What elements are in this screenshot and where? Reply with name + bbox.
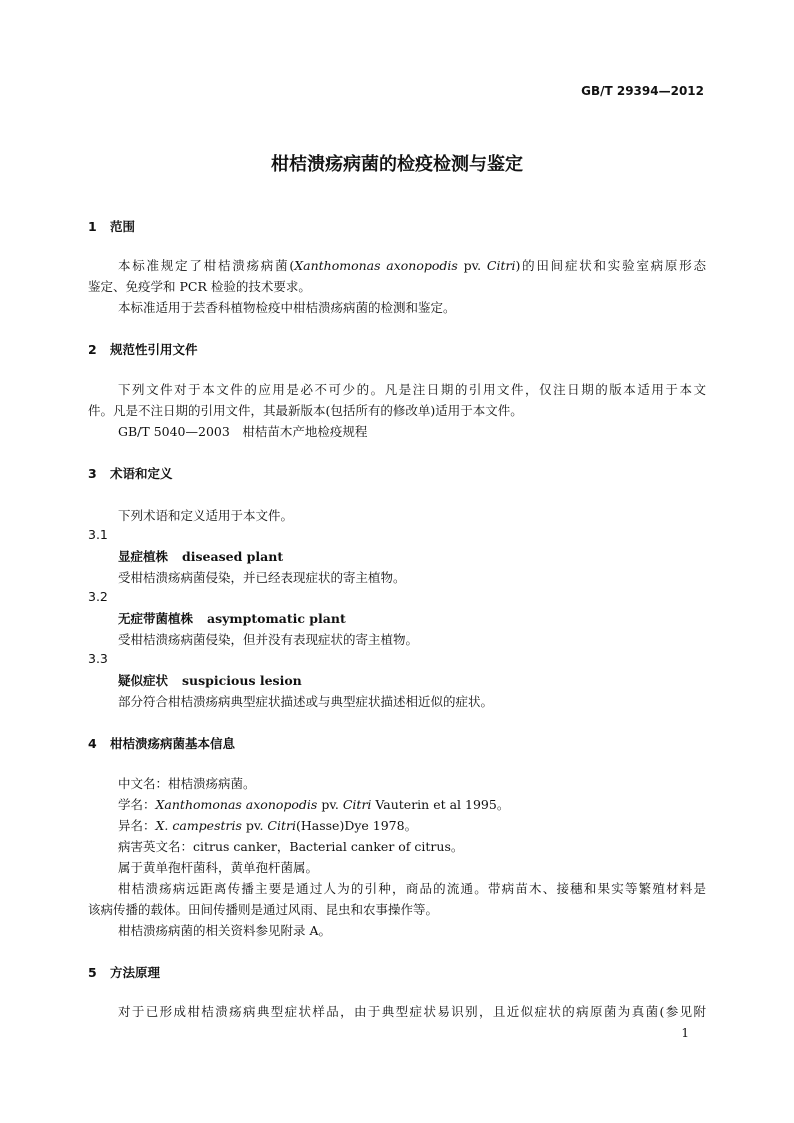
s1-paragraph-2: 本标准适用于芸香科植物检疫中柑桔溃疡病菌的检测和鉴定。: [118, 300, 456, 315]
page-number: 1: [681, 1026, 689, 1040]
spread-line-1: 柑桔溃疡病远距离传播主要是通过人为的引种，商品的流通。带病苗木、接穗和果实等繁殖材料是: [118, 881, 706, 896]
term-heading: 无症带菌植株 asymptomatic plant: [118, 611, 346, 626]
s5-paragraph-1: 对于已形成柑桔溃疡病典型症状样品，由于典型症状易识别，且近似症状的病原菌为真菌(参见附: [118, 1004, 706, 1019]
term-heading: 疑似症状 suspicious lesion: [118, 673, 302, 688]
section-4-heading: [88, 734, 235, 752]
s2-paragraph-1-line-1: 下列文件对于本文件的应用是必不可少的。凡是注日期的引用文件，仅注日期的版本适用于本文: [118, 382, 706, 397]
standard-number: GB/T 29394—2012: [581, 84, 704, 98]
section-1-heading: [88, 217, 135, 235]
chinese-name: 中文名：柑桔溃疡病菌。: [118, 776, 256, 791]
section-number: 2: [88, 342, 97, 357]
english-disease-name: 病害英文名：citrus canker，Bacterial canker of citrus。: [118, 839, 464, 854]
section-title: 规范性引用文件: [110, 342, 198, 357]
synonym: 异名：X. campestris pv. Citri(Hasse)Dye 1978。: [118, 818, 418, 833]
normative-reference: GB/T 5040—2003 柑桔苗木产地检疫规程: [118, 424, 368, 439]
term-definition: 受柑桔溃疡病菌侵染，并已经表现症状的寄主植物。: [118, 570, 406, 585]
section-title: 方法原理: [110, 965, 161, 980]
section-3-heading: [88, 464, 173, 482]
term-heading: 显症植株 diseased plant: [118, 549, 284, 564]
spread-line-2: 该病传播的载体。田间传播则是通过风雨、昆虫和农事操作等。: [88, 902, 439, 917]
s1-paragraph-1-line-1: 本标准规定了柑桔溃疡病菌(Xanthomonas axonopodis pv. Citri)的田间症状和实验室病原形态: [118, 258, 706, 273]
section-5-heading: [88, 963, 160, 981]
section-title: 术语和定义: [110, 466, 173, 481]
document-title: 柑桔溃疡病菌的检疫检测与鉴定: [271, 154, 523, 175]
term-number: 3.3: [88, 651, 108, 666]
s1-paragraph-1-line-2: 鉴定、免疫学和 PCR 检验的技术要求。: [88, 279, 311, 294]
section-number: 1: [88, 219, 97, 234]
section-2-heading: [88, 340, 198, 358]
term-number: 3.2: [88, 589, 108, 604]
section-number: 5: [88, 965, 97, 980]
section-title: 柑桔溃疡病菌基本信息: [110, 736, 236, 751]
appendix-reference: 柑桔溃疡病菌的相关资料参见附录 A。: [118, 923, 332, 938]
taxonomy: 属于黄单孢杆菌科，黄单孢杆菌属。: [118, 860, 319, 875]
term-definition: 部分符合柑桔溃疡病典型症状描述或与典型症状描述相近似的症状。: [118, 694, 494, 709]
scientific-name: 学名：Xanthomonas axonopodis pv. Citri Vauterin et al 1995。: [118, 797, 510, 812]
section-title: 范围: [110, 219, 136, 234]
section-number: 4: [88, 736, 97, 751]
term-number: 3.1: [88, 527, 108, 542]
s2-paragraph-1-line-2: 件。凡是不注日期的引用文件，其最新版本(包括所有的修改单)适用于本文件。: [88, 403, 523, 418]
section-number: 3: [88, 466, 97, 481]
term-definition: 受柑桔溃疡病菌侵染，但并没有表现症状的寄主植物。: [118, 632, 419, 647]
s3-intro: 下列术语和定义适用于本文件。: [118, 508, 294, 523]
